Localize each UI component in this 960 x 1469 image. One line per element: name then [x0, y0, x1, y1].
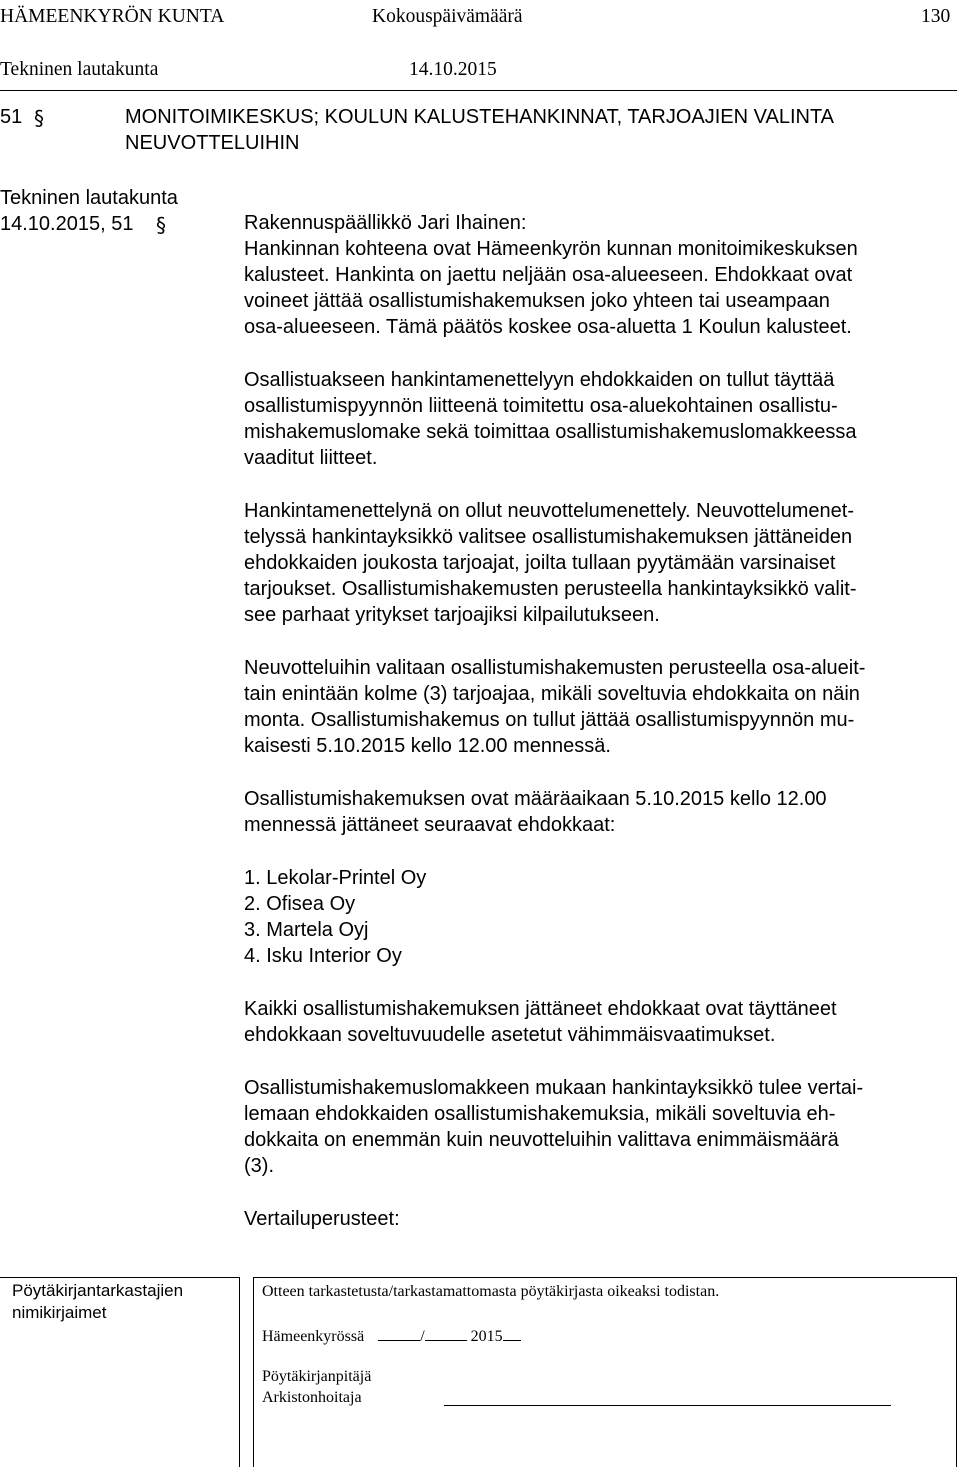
- role-archivist: Arkistonhoitaja: [262, 1389, 362, 1406]
- presenter: Rakennuspäällikkö Jari Ihainen:: [244, 212, 527, 234]
- place-date-line: [262, 1325, 521, 1347]
- signature-footer: [0, 1277, 958, 1467]
- paragraph: Osallistumishakemuslomakkeen mukaan hankintayksikkö tulee vertai- lemaan ehdokkaiden osallistumishakemuksia, mikäli soveltuvia eh- dokkaita on enemmän kuin neuvotteluihin valittava enimmäismäärä (3).: [244, 1077, 864, 1177]
- section-body: [244, 210, 960, 1232]
- board-name: Tekninen lautakunta: [0, 59, 159, 80]
- section-title: MONITOIMIKESKUS; KOULUN KALUSTEHANKINNAT, TARJOAJIEN VALINTA NEUVOTTELUIHIN: [125, 106, 833, 154]
- section-sign-icon: §: [34, 106, 44, 130]
- date-label: Kokouspäivämäärä: [372, 6, 523, 27]
- certification-text: Otteen tarkastetusta/tarkastamattomasta pöytäkirjasta oikeaksi todistan.: [262, 1283, 720, 1300]
- paragraph: Osallistuakseen hankintamenettelyyn ehdokkaiden on tullut täyttää osallistumispyynnön liitteenä toimitettu osa-aluekohtainen osallistu- mishakemuslomake sekä toimittaa osallistumishakemuslomakkeessa vaaditut liitteet.: [244, 369, 857, 469]
- list-item: 4. Isku Interior Oy: [244, 945, 402, 967]
- list-item: 2. Ofisea Oy: [244, 893, 356, 915]
- date-slash: /: [420, 1328, 425, 1345]
- section-meta-board: Tekninen lautakunta: [0, 187, 178, 209]
- month-blank: [425, 1325, 467, 1341]
- section-sign-icon: §: [156, 213, 166, 237]
- paragraph: Hankintamenettelynä on ollut neuvottelumenettely. Neuvottelumenet- telyssä hankintayksikkö valitsee osallistumishakemuksen jättäneiden ehdokkaiden joukosta tarjoajat, joilta tullaan pyytämään varsinaiset tarjoukset. Osallistumishakemusten perusteella hankintayksikkö valit- see parhaat yritykset tarjoajiksi kilpailutukseen.: [244, 500, 857, 626]
- candidate-list: [244, 865, 960, 969]
- signature-line: [444, 1405, 891, 1406]
- paragraph: Osallistumishakemuksen ovat määräaikaan 5.10.2015 kello 12.00 mennessä jättäneet seuraavat ehdokkaat:: [244, 788, 827, 836]
- footer-signers-box: [0, 1277, 240, 1467]
- paragraph: Kaikki osallistumishakemuksen jättäneet ehdokkaat ovat täyttäneet ehdokkaan soveltuvuudelle asetetut vähimmäisvaatimukset.: [244, 998, 837, 1046]
- paragraph: Neuvotteluihin valitaan osallistumishakemusten perusteella osa-alueit- tain enintään kolme (3) tarjoajaa, mikäli soveltuvia ehdokkaita on näin monta. Osallistumishakemus on tullut jättää osallistumispyynnön mu- kaisesti 5.10.2015 kello 12.00 mennessä.: [244, 657, 866, 757]
- year-blank: [503, 1325, 521, 1341]
- footer-certification-box: [253, 1277, 957, 1467]
- year-text: 2015: [470, 1328, 503, 1345]
- criteria-heading: Vertailuperusteet:: [244, 1208, 400, 1230]
- place-name: Hämeenkyrössä: [262, 1328, 365, 1345]
- meeting-date: 14.10.2015: [409, 59, 497, 80]
- signers-label: Pöytäkirjantarkastajien nimikirjaimet: [12, 1281, 184, 1322]
- list-item: 1. Lekolar-Printel Oy: [244, 867, 427, 889]
- paragraph: Hankinnan kohteena ovat Hämeenkyrön kunnan monitoimikeskuksen kalusteet. Hankinta on jaettu neljään osa-alueeseen. Ehdokkaat ovat voineet jättää osallistumishakemuksen joko yhteen tai useampaan osa-alueeseen. Tämä päätös koskee osa-aluetta 1 Koulun kalusteet.: [244, 238, 858, 338]
- day-blank: [378, 1325, 420, 1341]
- section-meta-date: 14.10.2015, 51: [0, 213, 134, 235]
- municipality-name: HÄMEENKYRÖN KUNTA: [0, 6, 225, 27]
- role-secretary: Pöytäkirjanpitäjä: [262, 1368, 372, 1385]
- section-number: 51: [0, 106, 23, 128]
- list-item: 3. Martela Oyj: [244, 919, 369, 941]
- header-divider: [0, 90, 957, 91]
- page-number: 130: [921, 6, 951, 27]
